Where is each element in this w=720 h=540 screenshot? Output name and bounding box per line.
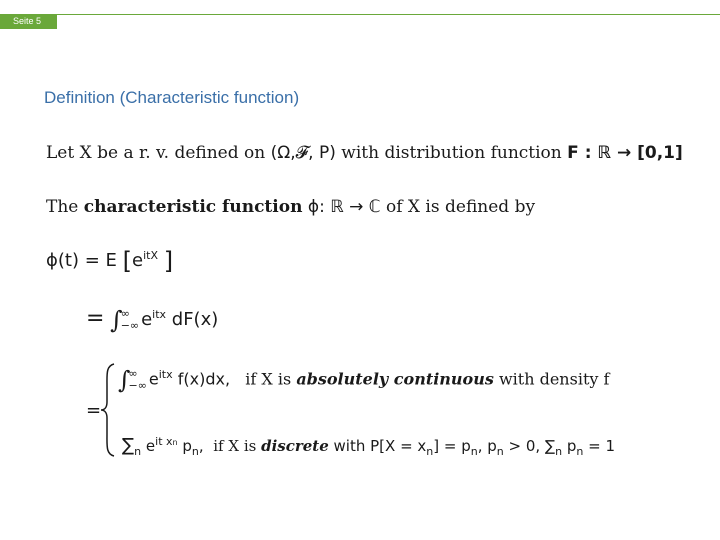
- case2-cond-sub3: n: [496, 445, 504, 458]
- case2-cond-end: = 1: [583, 437, 615, 455]
- eq1-base: e: [131, 250, 144, 271]
- case2-cond-mid3: > 0, ∑: [503, 437, 556, 455]
- case2-sub: n: [134, 445, 142, 458]
- case1-exp: itx: [158, 368, 173, 382]
- case2-cond-sub2: n: [470, 445, 478, 458]
- eq3-equals: =: [86, 400, 102, 421]
- case1-cond-bold: absolutely continuous: [296, 369, 494, 389]
- case2-sum: ∑: [122, 435, 135, 456]
- definition-line-2: [46, 196, 535, 218]
- eq2-equals: =: [86, 306, 105, 331]
- case1-integral-limits: [129, 368, 147, 392]
- eq1-var: X: [150, 249, 158, 262]
- eq2-exp: itx: [152, 308, 167, 321]
- right-bracket: ]: [163, 247, 174, 275]
- case2-exp-sub: n: [172, 438, 178, 447]
- case2-cond-sub5: n: [576, 445, 584, 458]
- case-discrete: [122, 435, 615, 457]
- cases-brace: [100, 362, 116, 458]
- case1-lower: −∞: [128, 379, 147, 392]
- line1-mid: with distribution function: [335, 143, 568, 163]
- eq1-exp: it: [143, 249, 151, 262]
- line2-post: of X is defined by: [380, 197, 536, 217]
- distribution-function: F : ℝ → [0,1]: [567, 143, 683, 163]
- definition-line-1: [46, 142, 683, 164]
- line1-intro: Let X be a r. v. defined on: [46, 143, 271, 163]
- equation-stieltjes-integral: [86, 308, 218, 332]
- case2-cond-mid2: , p: [477, 437, 497, 455]
- case-absolutely-continuous: [118, 368, 609, 392]
- eq2-lower: −∞: [120, 319, 140, 332]
- eq2-tail: dF(x): [171, 309, 219, 330]
- line2-pre: The: [46, 197, 84, 217]
- case2-cond-mid4: p: [562, 437, 577, 455]
- case1-base: e: [148, 369, 159, 389]
- case2-cond-post: with P[X = x: [328, 437, 427, 455]
- case2-base: e: [145, 437, 156, 455]
- case2-comma: ,: [198, 437, 204, 455]
- header-rule: [0, 14, 720, 15]
- case2-cond-sub4: n: [555, 445, 563, 458]
- case1-cond-post: with density f: [493, 369, 610, 389]
- equation-expectation: [46, 247, 174, 275]
- eq1-lhs: ϕ(t) = E: [46, 250, 117, 271]
- probability-space: (Ω,𝓕, P): [270, 143, 336, 163]
- page-number-tag: Seite 5: [0, 14, 57, 29]
- left-bracket: [: [122, 247, 132, 275]
- case2-cond-mid: ] = p: [433, 437, 471, 455]
- eq2-base: e: [141, 309, 153, 330]
- eq2-upper: ∞: [120, 307, 130, 320]
- case2-p: p: [182, 437, 192, 455]
- case2-cond-pre: if X is: [213, 437, 262, 455]
- case1-tail: f(x)dx,: [177, 369, 231, 389]
- case1-cond-pre: if X is: [245, 369, 297, 389]
- case2-p-sub: n: [191, 445, 199, 458]
- case2-exp: it x: [155, 435, 173, 448]
- integral-limits: [121, 308, 139, 332]
- integral-sign: ∫: [110, 306, 123, 334]
- slide-title: Definition (Characteristic function): [44, 88, 300, 107]
- term-characteristic-function: characteristic function: [83, 197, 303, 217]
- case1-upper: ∞: [128, 367, 138, 380]
- case2-cond-sub1: n: [426, 445, 434, 458]
- phi-mapping: ϕ: ℝ → ℂ: [302, 197, 381, 217]
- case2-cond-bold: discrete: [261, 437, 329, 455]
- case1-integral-sign: ∫: [118, 366, 131, 394]
